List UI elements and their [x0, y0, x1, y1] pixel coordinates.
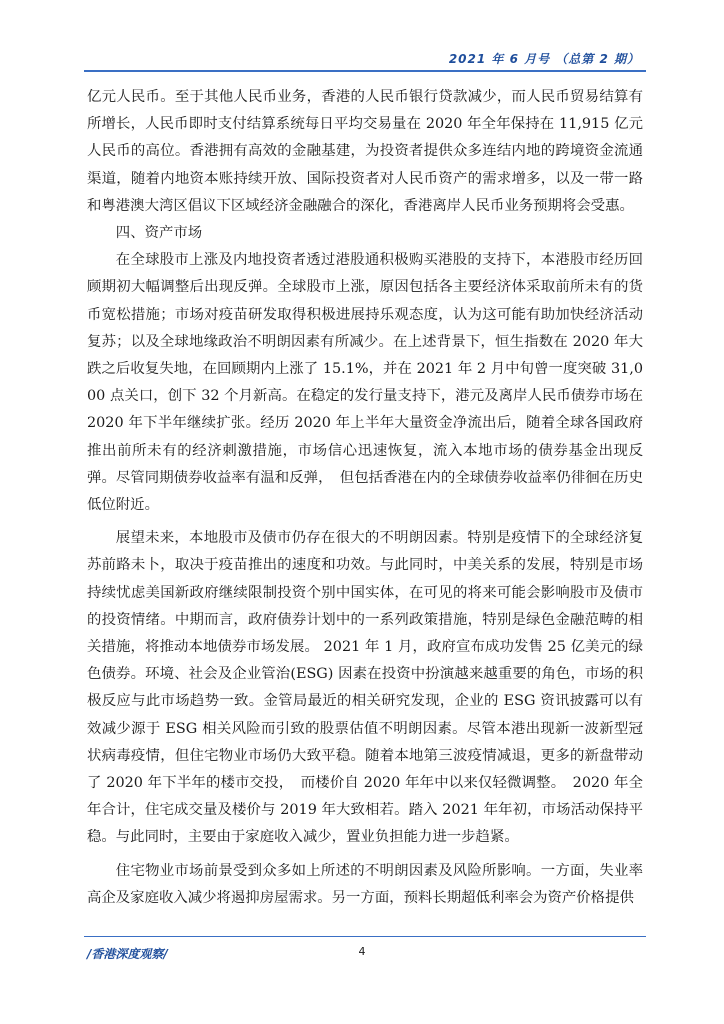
- footer-divider: [84, 936, 646, 937]
- header-divider: [84, 70, 646, 72]
- document-body: [87, 84, 643, 912]
- paragraph-property-outlook: 住宅物业市场前景受到众多如上所述的不明朗因素及风险所影响。一方面，失业率高企及家庭收入减少将遏抑房屋需求。另一方面，预料长期超低利率会为资产价格提供: [87, 862, 643, 906]
- paragraph-asset-market: 在全球股市上涨及内地投资者透过港股通积极购买港股的支持下，本港股市经历回顾期初大幅调整后出现反弹。全球股市上涨，原因包括各主要经济体采取前所未有的货币宽松措施；市场对疫苗研发取得积极进展持乐观态度，认为这可能有助加快经济活动复苏；以及全球地缘政治不明朗因素有所减少。在上述背景下，恒生指数在 2020 年大跌之后收复失地，在回顾期内上涨了 15.1%，并在 2021 年 2 月中旬曾一度突破 31,000 点关口，创下 32 个月新高。在稳定的发行量支持下，港元及离岸人民币债券市场在 2020 年下半年继续扩张。经历 2020 年上半年大量资金净流出后，随着全球各国政府推出前所未有的经济刺激措施，市场信心迅速恢复，流入本地市场的债券基金出现反弹。尽管同期债券收益率有温和反弹， 但包括香港在内的全球债券收益率仍徘徊在历史低位附近。: [87, 252, 643, 514]
- paragraph-outlook: 展望未来，本地股市及债市仍存在很大的不明朗因素。特别是疫情下的全球经济复苏前路未卜，取决于疫苗推出的速度和功效。与此同时，中美关系的发展，特别是市场持续忧虑美国新政府继续限制投资个别中国实体，在可见的将来可能会影响股市及债市的投资情绪。中期而言，政府债券计划中的一系列政策措施，特别是绿色金融范畴的相关措施，将推动本地债券市场发展。 2021 年 1 月，政府宣布成功发售 25 亿美元的绿色债券。环境、社会及企业管治(ESG) 因素在投资中扮演越来越重要的角色，市场的积极反应与此市场趋势一致。金管局最近的相关研究发现，企业的 ESG 资讯披露可以有效减少源于 ESG 相关风险而引致的股票估值不明朗因素。尽管本港出现新一波新型冠状病毒疫情，但住宅物业市场仍大致平稳。随着本地第三波疫情减退，更多的新盘带动了 2020 年下半年的楼市交投， 而楼价自 2020 年年中以来仅轻微调整。 2020 年全年合计，住宅成交量及楼价与 2019 年大致相若。踏入 2021 年年初，市场活动保持平稳。与此同时，主要由于家庭收入减少，置业负担能力进一步趋紧。: [87, 530, 643, 846]
- paragraph-continuation: 亿元人民币。至于其他人民币业务，香港的人民币银行贷款减少，而人民币贸易结算有所增长，人民币即时支付结算系统每日平均交易量在 2020 年全年保持在 11,915 亿元人民币的高位。香港拥有高效的金融基建，为投资者提供众多连结内地的跨境资金流通渠道，随着内地资本账持续开放、国际投资者对人民币资产的需求增多，以及一带一路和粤港澳大湾区倡议下区域经济金融融合的深化，香港离岸人民币业务预期将会受惠。: [87, 89, 643, 214]
- page-number: 4: [358, 945, 366, 958]
- issue-header: 2021 年 6 月号 （总第 2 期）: [448, 52, 640, 66]
- publication-name: /香港深度观察/: [87, 947, 168, 961]
- section-heading: 四、资产市场: [115, 225, 203, 242]
